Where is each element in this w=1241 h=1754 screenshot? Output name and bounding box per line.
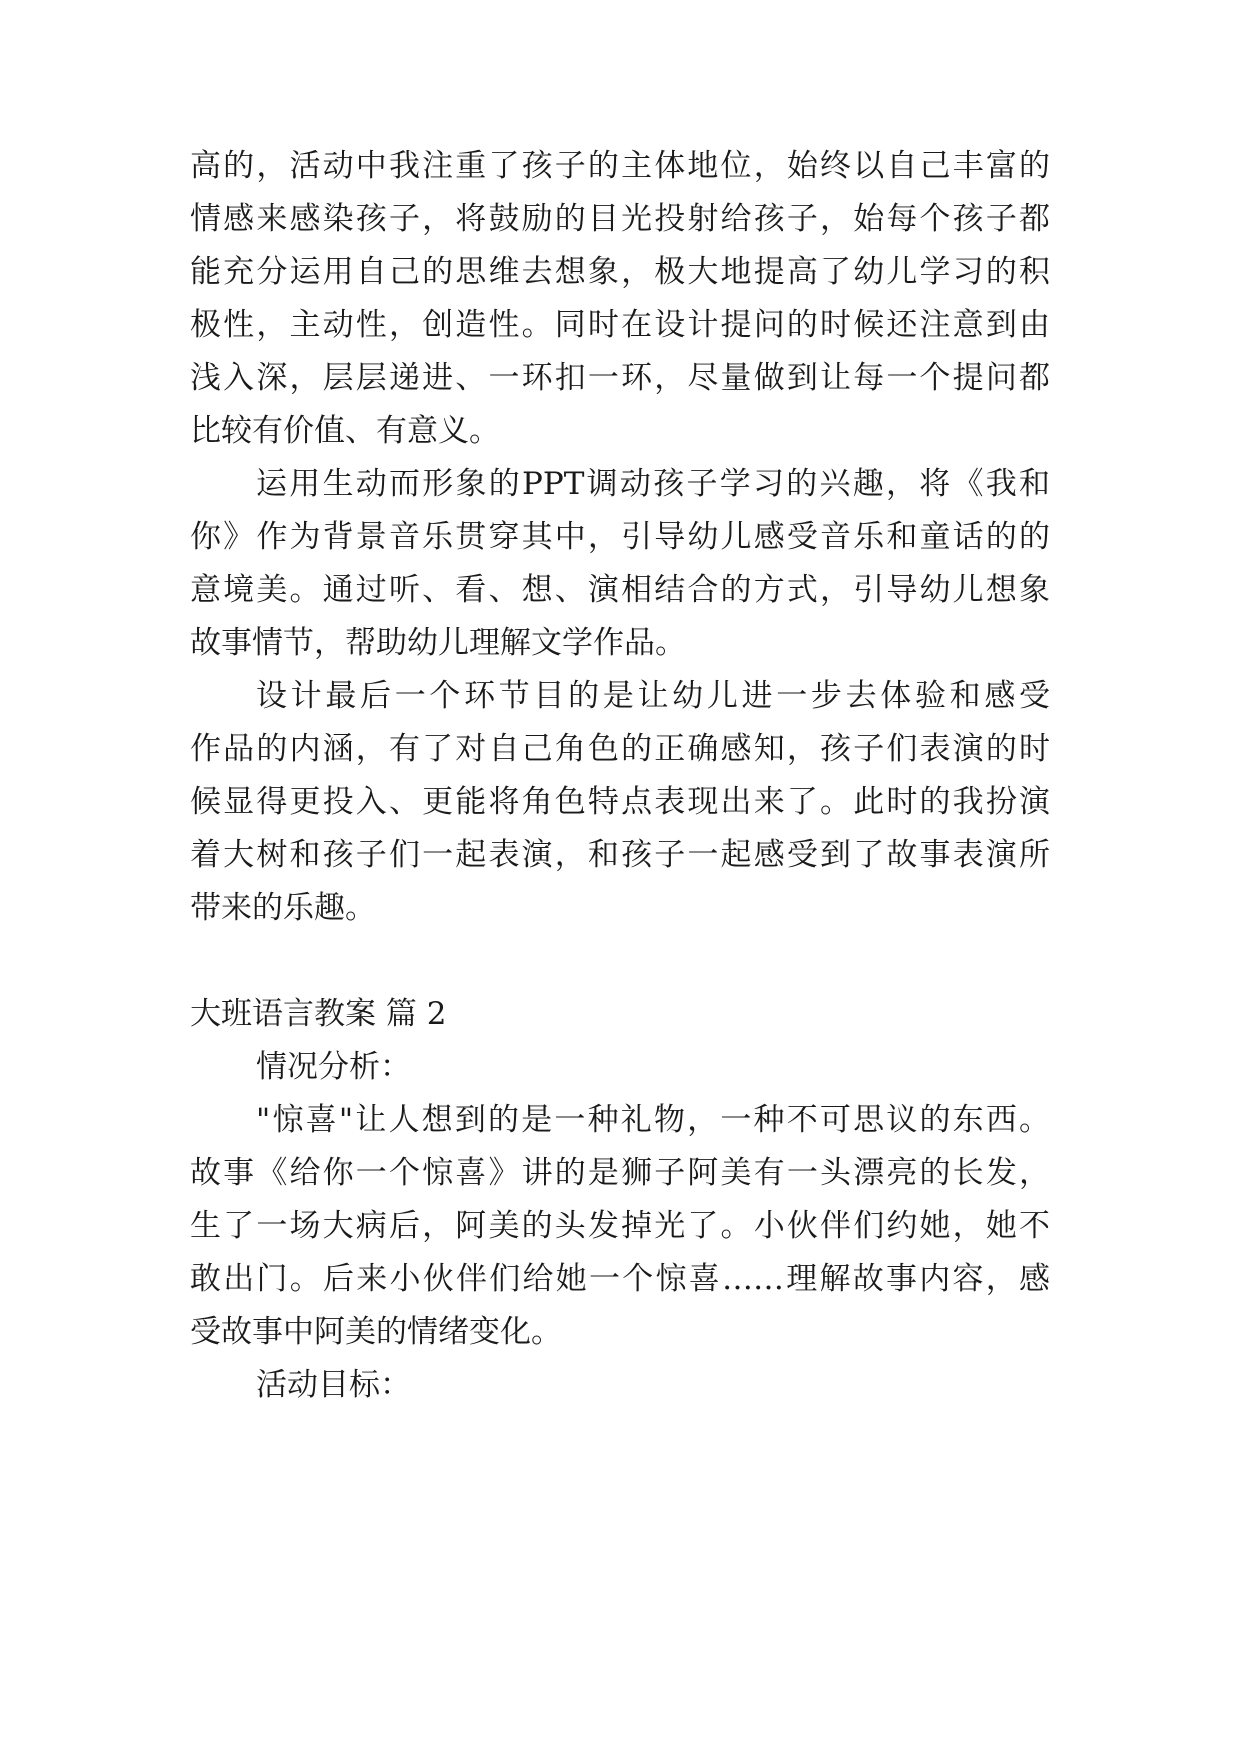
situation-line-4: 敢出门。后来小伙伴们给她一个惊喜……理解故事内容，感 xyxy=(190,1261,1050,1297)
paragraph-1-line-6: 比较有价值、有意义。 xyxy=(190,413,500,449)
paragraph-2-line-1: 运用生动而形象的PPT调动孩子学习的兴趣，将《我和 xyxy=(256,466,1050,502)
paragraph-1-line-1: 高的，活动中我注重了孩子的主体地位，始终以自己丰富的 xyxy=(190,148,1050,184)
section-title: 大班语言教案 篇 2 xyxy=(190,996,447,1032)
paragraph-3-line-2: 作品的内涵，有了对自己角色的正确感知，孩子们表演的时 xyxy=(190,731,1050,767)
situation-line-5: 受故事中阿美的情绪变化。 xyxy=(190,1314,562,1350)
goals-label: 活动目标： xyxy=(256,1367,411,1403)
paragraph-2-line-3: 意境美。通过听、看、想、演相结合的方式，引导幼儿想象 xyxy=(190,572,1050,608)
paragraph-1-line-5: 浅入深，层层递进、一环扣一环，尽量做到让每一个提问都 xyxy=(190,360,1050,396)
situation-line-3: 生了一场大病后，阿美的头发掉光了。小伙伴们约她，她不 xyxy=(190,1208,1050,1244)
situation-line-2: 故事《给你一个惊喜》讲的是狮子阿美有一头漂亮的长发， xyxy=(190,1155,1050,1191)
paragraph-2-line-2: 你》作为背景音乐贯穿其中，引导幼儿感受音乐和童话的的 xyxy=(190,519,1050,555)
paragraph-3-line-5: 带来的乐趣。 xyxy=(190,890,376,926)
paragraph-1-line-3: 能充分运用自己的思维去想象，极大地提高了幼儿学习的积 xyxy=(190,254,1050,290)
paragraph-3-line-1: 设计最后一个环节目的是让幼儿进一步去体验和感受 xyxy=(256,678,1050,714)
paragraph-1-line-2: 情感来感染孩子，将鼓励的目光投射给孩子，始每个孩子都 xyxy=(190,201,1050,237)
situation-line-1: "惊喜"让人想到的是一种礼物，一种不可思议的东西。 xyxy=(256,1102,1050,1138)
situation-label: 情况分析： xyxy=(256,1049,411,1085)
paragraph-1-line-4: 极性，主动性，创造性。同时在设计提问的时候还注意到由 xyxy=(190,307,1050,343)
paragraph-2-line-4: 故事情节，帮助幼儿理解文学作品。 xyxy=(190,625,686,661)
paragraph-3-line-4: 着大树和孩子们一起表演，和孩子一起感受到了故事表演所 xyxy=(190,837,1050,873)
paragraph-3-line-3: 候显得更投入、更能将角色特点表现出来了。此时的我扮演 xyxy=(190,784,1050,820)
